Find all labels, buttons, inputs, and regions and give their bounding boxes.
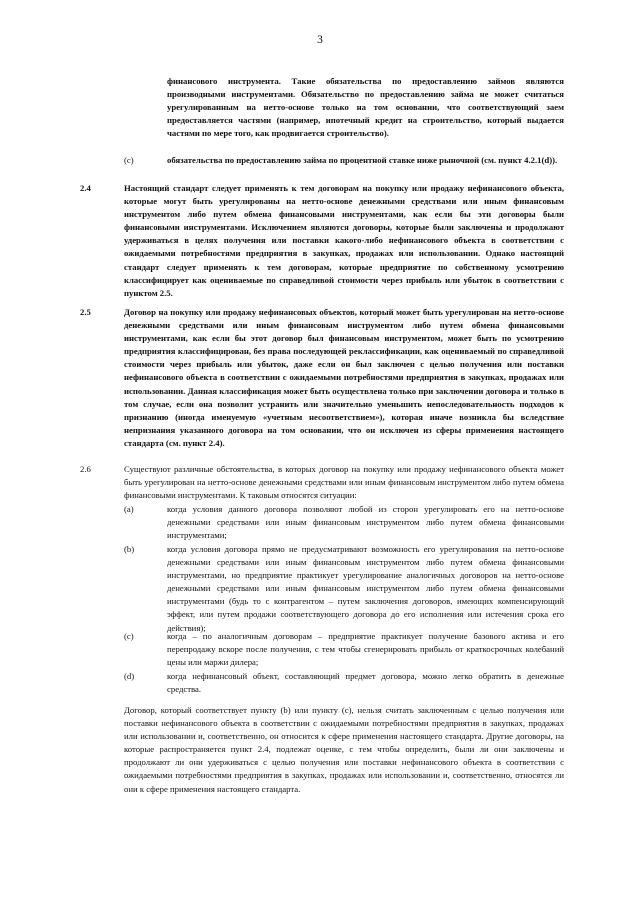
- item-c-marker: (c): [124, 631, 134, 641]
- para-2-6-number: 2.6: [80, 464, 91, 474]
- item-a-marker: (a): [124, 504, 134, 514]
- para-2-5-number: 2.5: [80, 307, 91, 317]
- para-2-4-text: Настоящий стандарт следует применять к тем договорам на покупку или продажу нефинансового объекта, которые могут быть урегулированы на нетто-основе денежными средствами или иным финансовым инструментом либо путем обмена финансовыми инструментами, как если бы эти договоры были финансовыми инструментами. Исключением являются договоры, которые были заключены и продолжают удерживаться в целях получения или поставки какого-либо нефинансового объекта в соответствии с ожидаемыми потребностями предприятия в закупках, продажах или использовании. Однако настоящий стандарт следует применять к тем договорам, которые предприятие по собственному усмотрению классифицирует как оцениваемые по справедливой стоимости через прибыль или убыток в соответствии с пунктом 2.5.: [124, 183, 564, 298]
- para-2-5-text: Договор на покупку или продажу нефинансовых объектов, который может быть урегулирован на нетто-основе денежными средствами или иным финансовым инструментом либо путем обмена финансовыми инструментами, как если бы этот договор был финансовым инструментом, может быть по усмотрению предприятия классифицирован, без права последующей реклассификации, как оцениваемый по справедливой стоимости через прибыль или убыток, даже если он был заключен с целью получения или поставки нефинансового объекта в соответствии с ожидаемыми потребностями предприятия в закупках, продажах или использовании. Данная классификация может быть осуществлена только при заключении договора и только в том случае, если она позволит устранить или значительно уменьшить непоследовательность подходов к признанию (иногда именуемую «учетным несоответствием»), которая иначе возникла бы вследствие непризнания указанного договора на том основании, что он исключен из сферы применения настоящего стандарта (см. пункт 2.4).: [124, 307, 564, 448]
- item-d-text: когда нефинансовый объект, составляющий предмет договора, можно легко обратить в денежные средства.: [167, 671, 564, 695]
- item-c-text: когда – по аналогичным договорам – предприятие практикует получение базового актива и его перепродажу вскоре после получения, с тем чтобы сгенерировать прибыль от краткосрочных колебаний цены или маржи дилера;: [167, 631, 564, 668]
- item-a-text: когда условия данного договора позволяют любой из сторон урегулировать его на нетто-основе денежными средствами или иным финансовым инструментом либо путем обмена финансовыми инструментами;: [167, 504, 564, 541]
- item-c-top-text: обязательства по предоставлению займа по процентной ставке ниже рыночной (см. пункт 4.2.1(d)).: [167, 155, 558, 165]
- intro-continuation: финансового инструмента. Такие обязательства по предоставлению займов являются производными инструментами. Обязательство по предоставлению займа не может считаться урегулированным на нетто-основе только на том основании, что соответствующий заем предоставляется частями (например, ипотечный кредит на строительство, который выдается частями по мере того, как продвигается строительство).: [167, 76, 564, 139]
- item-b-text: когда условия договора прямо не предусматривают возможность его урегулирования на нетто-основе денежными средствами или иным финансовым инструментом либо путем обмена финансовыми инструментами, но предприятие практикует урегулирование аналогичных договоров на нетто-основе денежными средствами или иным финансовым инструментом либо путем обмена финансовыми инструментами (будь то с контрагентом – путем заключения договоров, имеющих компенсирующий эффект, или путем продажи соответствующего договора до его исполнения или истечения срока его действия);: [167, 544, 564, 633]
- item-c-top-marker: (c): [124, 155, 134, 165]
- item-d-marker: (d): [124, 671, 135, 681]
- page-number: 3: [317, 34, 323, 46]
- item-b-marker: (b): [124, 544, 135, 554]
- para-2-6-text: Существуют различные обстоятельства, в которых договор на покупку или продажу нефинансового объекта может быть урегулирован на нетто-основе денежными средствами или иным финансовым инструментом либо путем обмена финансовыми инструментами. К таковым относятся ситуации:: [124, 464, 564, 501]
- para-2-4-number: 2.4: [80, 183, 91, 193]
- para-2-6-closing: Договор, который соответствует пункту (b) или пункту (c), нельзя считать заключенным с целью получения или поставки нефинансового объекта в соответствии с ожидаемыми потребностями предприятия в закупках, продажах или использовании и, соответственно, он относится к сфере применения настоящего стандарта. Другие договоры, на которые распространяется пункт 2.4, подлежат оценке, с тем чтобы определить, были ли они заключены и продолжают ли они удерживаться с целью получения или поставки нефинансового объекта в соответствии с ожидаемыми потребностями предприятия в закупках, продажах или использовании и, соответственно, относятся ли они к сфере применения настоящего стандарта.: [124, 705, 564, 794]
